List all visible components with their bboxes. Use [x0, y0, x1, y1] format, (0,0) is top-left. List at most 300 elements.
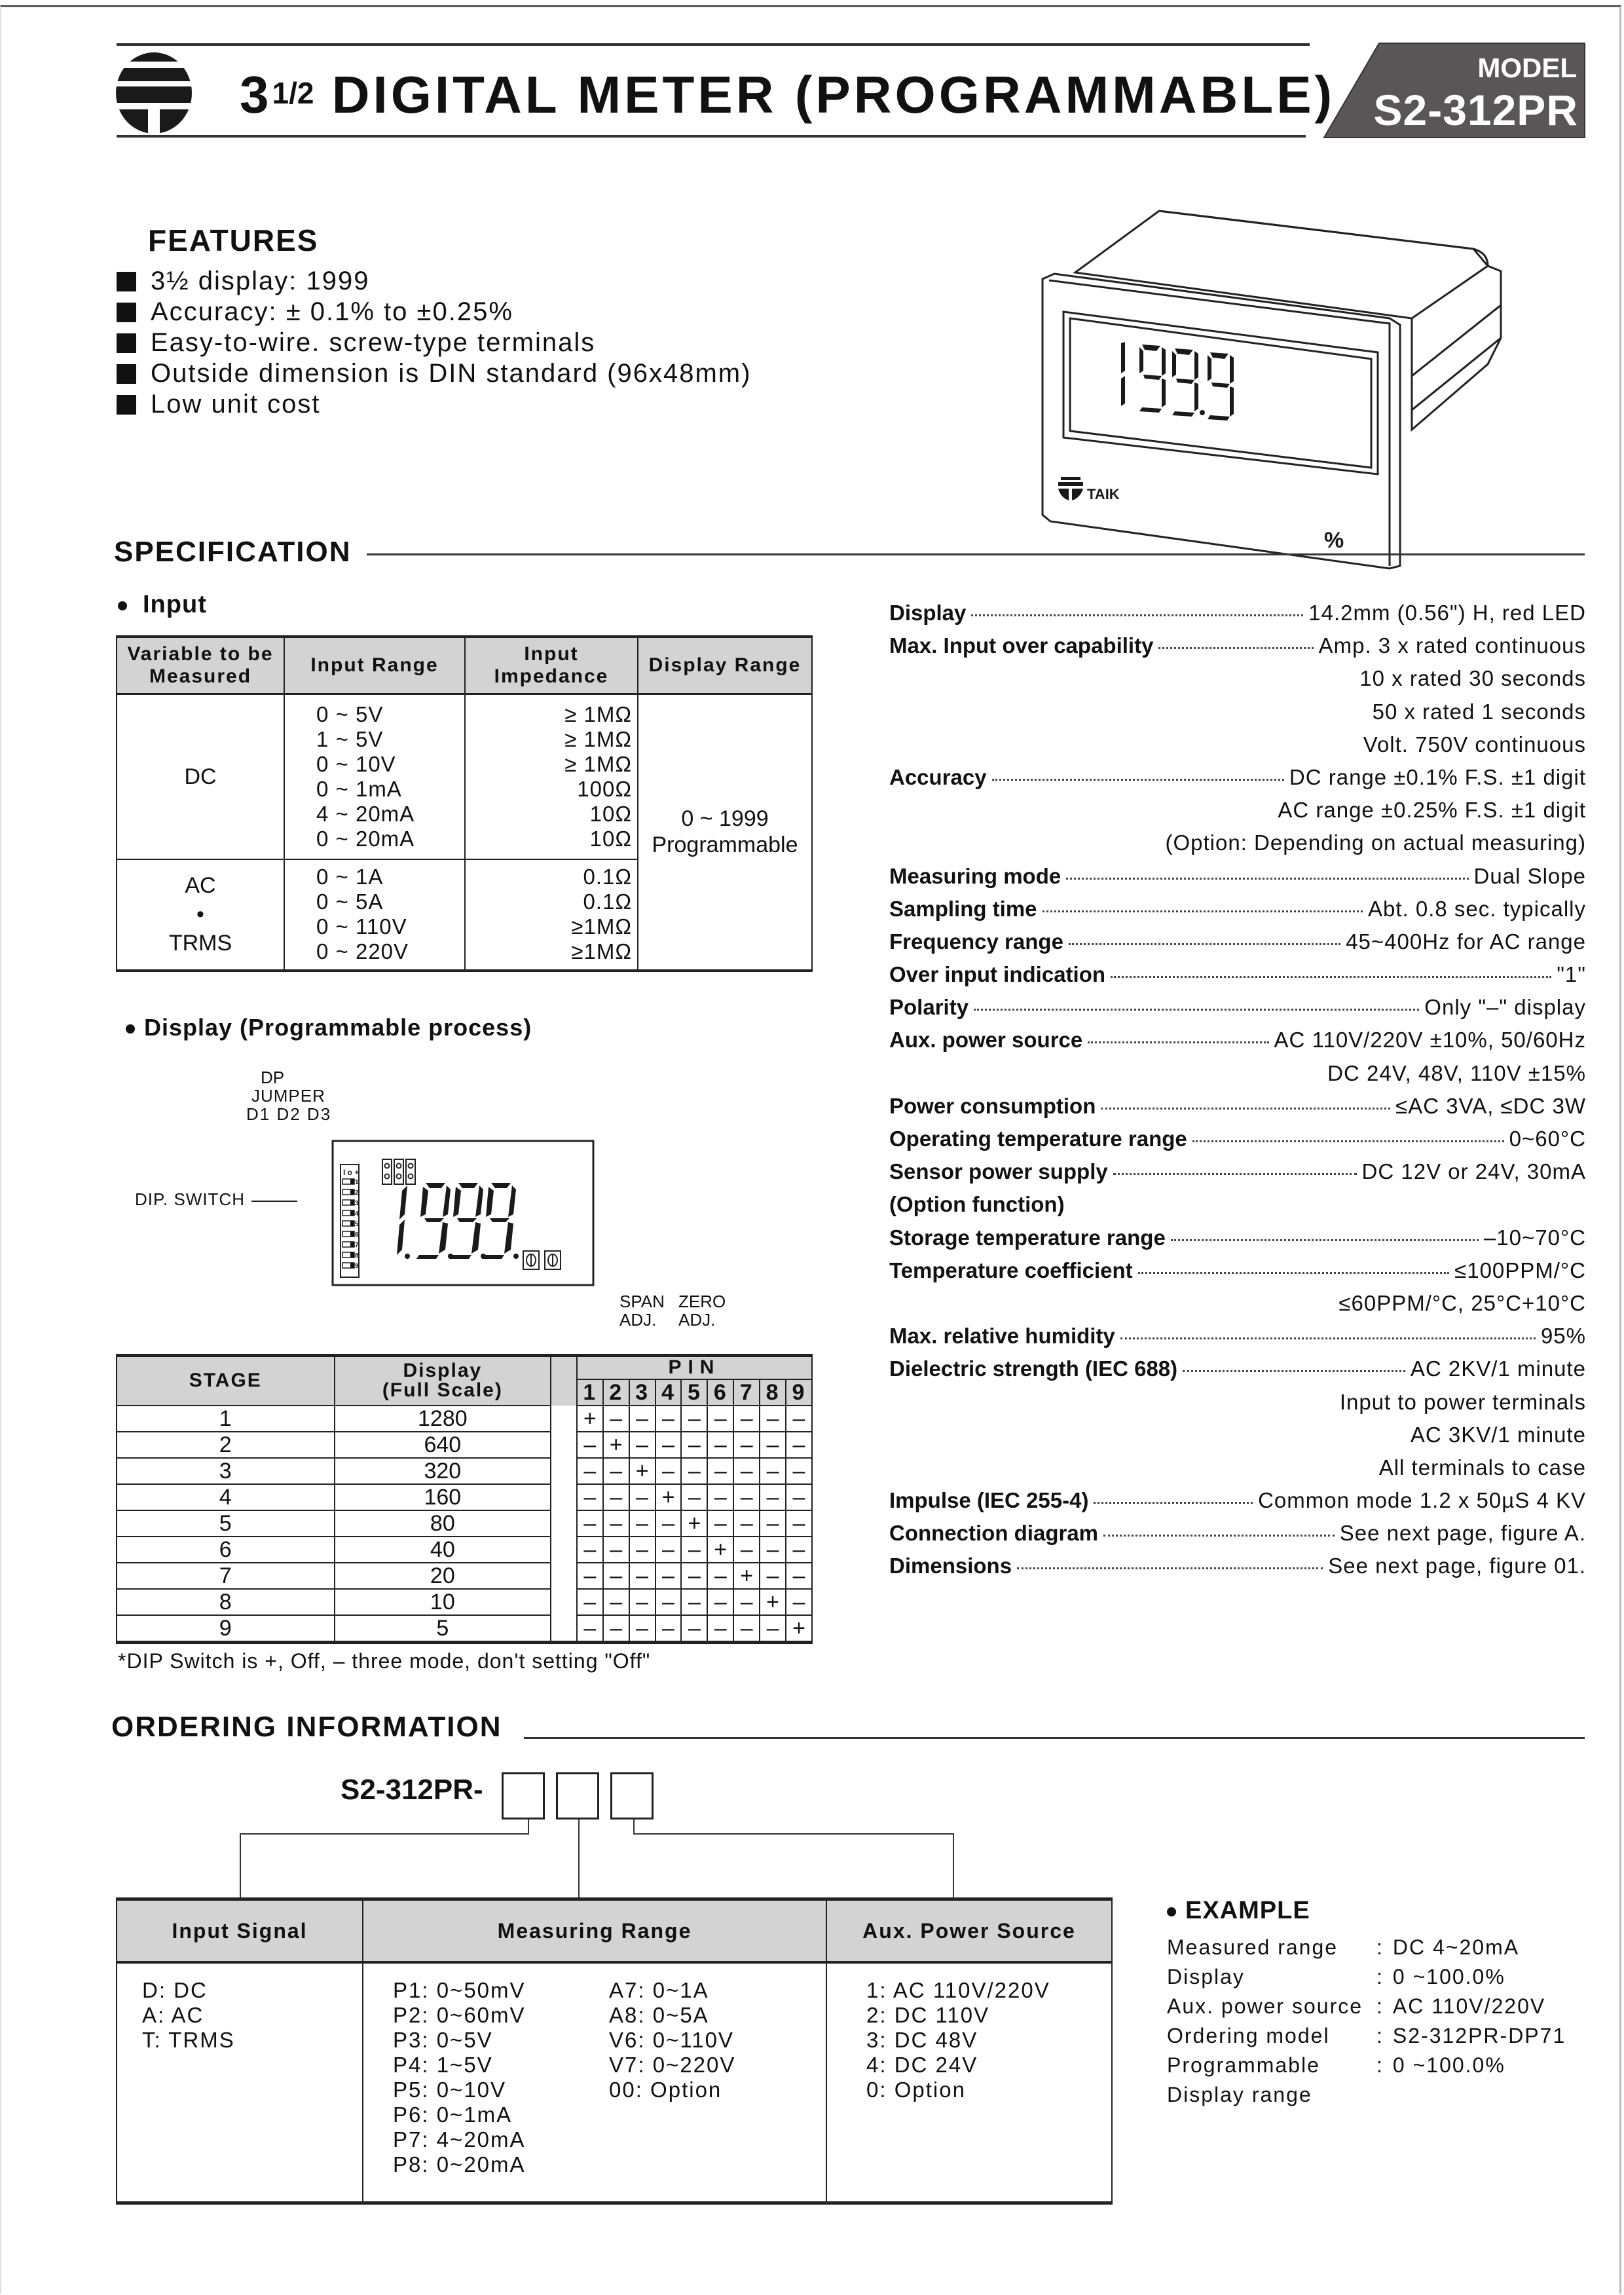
pin-state-cell: – [786, 1406, 812, 1432]
svg-text:4: 4 [355, 1210, 359, 1218]
dot-leader [1088, 1041, 1268, 1043]
dip-switch-label: DIP. SWITCH [135, 1189, 245, 1209]
pin-state-cell: – [786, 1484, 812, 1510]
stage-row [117, 1510, 812, 1537]
header-top-rule [117, 43, 1310, 46]
features-list [117, 266, 751, 420]
pin-state-cell: + [655, 1484, 682, 1510]
dot-leader [1113, 1173, 1357, 1175]
impedance-value: 0.1Ω [583, 865, 632, 889]
spec-row [889, 1451, 1586, 1484]
dot-leader [1111, 976, 1551, 978]
table-row [117, 694, 812, 859]
pin-state-cell: – [707, 1406, 733, 1432]
dot-leader [992, 779, 1284, 781]
connector-line [240, 1833, 241, 1899]
title-main: DIGITAL METER (PROGRAMMABLE) [331, 65, 1336, 124]
col-display-full-scale [335, 1356, 551, 1406]
pin-state-cell: – [629, 1510, 655, 1537]
input-range-cell [284, 694, 465, 859]
pin-state-cell: – [577, 1510, 603, 1537]
connector-line [240, 1833, 529, 1835]
col-display-range: Display Range [638, 637, 812, 694]
spec-value: 50 x rated 1 seconds [1372, 699, 1586, 724]
spec-row [889, 794, 1586, 827]
dot-leader [1094, 1502, 1253, 1504]
spec-key: Frequency range [889, 929, 1063, 954]
pin-state-cell: – [681, 1406, 707, 1432]
spec-value: "1" [1557, 962, 1586, 987]
pin-state-cell: – [655, 1458, 682, 1484]
display-cell: 320 [335, 1458, 551, 1484]
pin-state-cell: – [681, 1615, 707, 1643]
feature-text: Accuracy: ± 0.1% to ±0.25% [151, 297, 513, 326]
pin-header: 2 [603, 1379, 629, 1406]
pin-state-cell: + [786, 1615, 812, 1643]
pin-header: 1 [577, 1379, 603, 1406]
spec-key: Aux. power source [889, 1028, 1083, 1053]
spec-row [889, 1320, 1586, 1353]
example-row [1167, 1962, 1566, 1992]
colon: : [1376, 2024, 1384, 2047]
dip-stage-table [116, 1354, 813, 1644]
display-process-heading-text: Display (Programmable process) [144, 1014, 532, 1041]
dot-leader [1103, 1535, 1335, 1537]
example-heading [1167, 1897, 1566, 1925]
zero-adj-label: ADJ. [678, 1310, 716, 1330]
spec-key: Dimensions [889, 1554, 1012, 1578]
seven-segment-digits [397, 1183, 519, 1259]
pin-state-cell: – [577, 1537, 603, 1563]
pin-state-cell: + [760, 1589, 786, 1615]
display-cell: 1280 [335, 1406, 551, 1432]
spec-row [889, 728, 1586, 761]
range-value: 0 ~ 5A [316, 889, 384, 914]
pin-state-cell: – [577, 1615, 603, 1643]
pin-state-cell: – [603, 1484, 629, 1510]
spec-row [889, 1517, 1586, 1550]
stage-row [117, 1458, 812, 1484]
spec-key: (Option function) [889, 1192, 1065, 1217]
spec-row [889, 893, 1586, 925]
pin-state-cell: + [629, 1458, 655, 1484]
spec-value: AC 110V/220V ±10%, 50/60Hz [1274, 1028, 1586, 1053]
pin-state-cell: – [733, 1615, 760, 1643]
spec-row [889, 1254, 1586, 1287]
display-cell: 20 [335, 1563, 551, 1589]
svg-text:%: % [1324, 528, 1344, 553]
feature-text: Outside dimension is DIN standard (96x48mm) [151, 359, 752, 388]
input-signal-cell [117, 1962, 363, 2203]
pin-state-cell: – [603, 1563, 629, 1589]
example-value: S2-312PR-DP71 [1392, 2024, 1566, 2047]
example-label: Measured range [1167, 1935, 1338, 1959]
dot-leader [1171, 1239, 1479, 1241]
pin-state-cell: – [629, 1537, 655, 1563]
svg-text:1: 1 [355, 1179, 359, 1186]
spec-key: Max. relative humidity [889, 1324, 1115, 1349]
stage-row [117, 1484, 812, 1510]
col-display-line1: Display [403, 1360, 483, 1382]
example-value: 0 ~100.0% [1392, 2053, 1505, 2077]
stage-table-body [117, 1406, 812, 1643]
spec-key: Connection diagram [889, 1521, 1099, 1546]
spec-value: Dual Slope [1473, 863, 1586, 888]
example-rows [1167, 1933, 1566, 2110]
option-item: 2: DC 110V [866, 2003, 990, 2027]
pin-state-cell: – [733, 1432, 760, 1458]
range-value: 0 ~ 220V [316, 939, 409, 963]
gap-cell [551, 1458, 577, 1484]
spec-row [889, 1024, 1586, 1056]
spec-key: Sampling time [889, 896, 1037, 921]
pin-header: 4 [655, 1379, 682, 1406]
svg-text:2: 2 [355, 1189, 359, 1197]
spec-key: Over input indication [889, 962, 1106, 987]
pin-state-cell: – [603, 1615, 629, 1643]
example-heading-text: EXAMPLE [1185, 1897, 1310, 1924]
pin-state-cell: + [707, 1537, 733, 1563]
option-item: 00: Option [609, 2078, 722, 2102]
input-heading [118, 591, 207, 619]
option-item: V6: 0~110V [609, 2028, 734, 2052]
spec-row [889, 1419, 1586, 1451]
impedance-value: ≥ 1MΩ [564, 726, 632, 751]
col-measuring-range: Measuring Range [363, 1899, 826, 1963]
spec-key: Storage temperature range [889, 1225, 1166, 1250]
gap-cell [551, 1563, 577, 1589]
pin-state-cell: – [760, 1537, 786, 1563]
pin-state-cell: – [707, 1458, 733, 1484]
pin-state-cell: – [681, 1458, 707, 1484]
option-item: P3: 0~5V [393, 2028, 493, 2052]
impedance-value: ≥ 1MΩ [564, 701, 632, 726]
svg-text:5: 5 [355, 1221, 359, 1228]
range-value: 0 ~ 20mA [316, 826, 415, 851]
specification-rule [367, 553, 1585, 555]
pin-state-cell: – [629, 1432, 655, 1458]
bullet-icon [1167, 1907, 1176, 1916]
stage-row [117, 1406, 812, 1432]
pin-state-cell: – [681, 1484, 707, 1510]
gap-cell [551, 1406, 577, 1432]
pin-state-cell: – [733, 1458, 760, 1484]
pin-state-cell: – [707, 1615, 733, 1643]
aux-power-cell [826, 1962, 1112, 2203]
option-item: 1: AC 110V/220V [866, 1978, 1050, 2002]
span-label: SPAN [619, 1292, 665, 1311]
col-display-line2: (Full Scale) [382, 1379, 503, 1402]
specification-heading: SPECIFICATION [114, 536, 357, 569]
spec-key: Power consumption [889, 1093, 1096, 1118]
pin-state-cell: – [603, 1458, 629, 1484]
spec-key: Polarity [889, 995, 969, 1020]
feature-item [117, 389, 751, 420]
option-item: A8: 0~5A [609, 2003, 709, 2027]
example-label: Display range [1167, 2083, 1312, 2106]
display-diagram [111, 1068, 740, 1336]
example-row [1167, 2021, 1566, 2051]
model-badge [1324, 43, 1585, 138]
pin-state-cell: – [681, 1432, 707, 1458]
square-bullet-icon [117, 303, 136, 322]
pin-state-cell: – [681, 1537, 707, 1563]
svg-text:9: 9 [355, 1263, 359, 1270]
spec-value: Volt. 750V continuous [1363, 732, 1586, 756]
dip-switch-icons [342, 1179, 359, 1270]
feature-text: Low unit cost [151, 390, 321, 419]
pin-header: 9 [786, 1379, 812, 1406]
spec-row [889, 696, 1586, 728]
dot-leader [1158, 647, 1313, 649]
measuring-range-col-2 [609, 1978, 825, 2102]
jumper-ids: D1 D2 D3 [246, 1104, 332, 1124]
order-slot-power [610, 1772, 654, 1819]
dp-jumper-icons [382, 1159, 415, 1184]
option-item: A: AC [142, 2003, 204, 2027]
spec-value: AC 3KV/1 minute [1410, 1422, 1586, 1447]
spec-row [889, 1188, 1586, 1221]
example-label: Aux. power source [1167, 1994, 1363, 2018]
order-slot-input [502, 1772, 545, 1819]
spec-value: DC 12V or 24V, 30mA [1361, 1159, 1586, 1184]
spec-value: Input to power terminals [1339, 1389, 1586, 1414]
example-value: DC 4~20mA [1392, 1935, 1520, 1959]
stage-cell: 8 [117, 1589, 335, 1615]
pin-state-cell: – [760, 1510, 786, 1537]
spec-row [889, 1155, 1586, 1188]
spec-key: Temperature coefficient [889, 1258, 1133, 1282]
stage-row [117, 1563, 812, 1589]
colon: : [1376, 1994, 1384, 2018]
impedance-value: 10Ω [589, 826, 632, 851]
example-row [1167, 1933, 1566, 1962]
pin-state-cell: – [733, 1589, 760, 1615]
square-bullet-icon [117, 272, 136, 291]
measuring-range-col-1 [393, 1978, 609, 2176]
display-cell: 40 [335, 1537, 551, 1563]
variable-line: • [196, 902, 204, 927]
pin-header: 3 [629, 1379, 655, 1406]
bullet-icon [118, 601, 127, 610]
pin-state-cell: + [577, 1406, 603, 1432]
pin-state-cell: – [707, 1432, 733, 1458]
dot-leader [1066, 878, 1468, 880]
example-row [1167, 1992, 1566, 2021]
svg-text:8: 8 [355, 1252, 359, 1259]
impedance-value: ≥ 1MΩ [564, 751, 632, 776]
svg-text:3: 3 [355, 1200, 359, 1207]
range-value: 4 ~ 20mA [316, 801, 415, 826]
pin-state-cell: – [603, 1406, 629, 1432]
variable-line: AC [185, 873, 216, 898]
header-bottom-rule [117, 135, 1306, 138]
stage-cell: 7 [117, 1563, 335, 1589]
connector-line [633, 1819, 635, 1834]
col-pin-group: PIN [577, 1356, 812, 1379]
feature-text: 3½ display: 1999 [151, 267, 370, 295]
col-stage: STAGE [117, 1356, 335, 1406]
pin-state-cell: – [655, 1406, 682, 1432]
stage-cell: 1 [117, 1406, 335, 1432]
stage-row [117, 1537, 812, 1563]
input-table [116, 635, 813, 972]
stage-cell: 2 [117, 1432, 335, 1458]
spec-value: –10~70°C [1483, 1225, 1586, 1250]
connector-line [578, 1819, 580, 1898]
pin-state-cell: + [733, 1563, 760, 1589]
connector-line [633, 1833, 954, 1835]
ordering-rule [524, 1737, 1585, 1739]
spec-value: Amp. 3 x rated continuous [1318, 633, 1586, 658]
option-item: 0: Option [866, 2078, 966, 2102]
bullet-icon [126, 1024, 135, 1034]
option-item: T: TRMS [142, 2028, 235, 2052]
impedance-cell [465, 859, 638, 971]
feature-item [117, 266, 751, 297]
square-bullet-icon [117, 395, 136, 415]
dot-leader [1017, 1567, 1323, 1569]
pin-state-cell: – [655, 1615, 682, 1643]
dot-leader [1120, 1337, 1536, 1339]
option-item: P7: 4~20mA [393, 2127, 526, 2152]
order-code-prefix: S2-312PR- [341, 1774, 483, 1806]
spec-key: Operating temperature range [889, 1127, 1187, 1151]
stage-row [117, 1589, 812, 1615]
pin-state-cell: + [603, 1432, 629, 1458]
pin-state-cell: – [629, 1563, 655, 1589]
spec-value: ≤100PPM/°C [1454, 1258, 1586, 1282]
spec-row [889, 662, 1586, 695]
display-cell: 80 [335, 1510, 551, 1537]
pin-state-cell: – [786, 1563, 812, 1589]
range-value: 0 ~ 10V [316, 751, 396, 776]
option-item: A7: 0~1A [609, 1978, 709, 2002]
pin-state-cell: – [655, 1563, 682, 1589]
svg-text:6: 6 [355, 1231, 359, 1239]
table-row [117, 1962, 1112, 2203]
pin-state-cell: – [603, 1510, 629, 1537]
example-row [1167, 2051, 1566, 2080]
spec-key: Max. Input over capability [889, 633, 1154, 658]
brand-text: TAIK [1087, 486, 1120, 502]
example-label: Ordering model [1167, 2024, 1330, 2047]
display-range-value: 0 ~ 1999 [681, 806, 769, 832]
pin-header: 6 [707, 1379, 733, 1406]
stage-cell: 4 [117, 1484, 335, 1510]
pin-state-cell: – [629, 1484, 655, 1510]
spec-row [889, 1484, 1586, 1517]
colon: : [1376, 1935, 1384, 1959]
spec-row [889, 1287, 1586, 1320]
pin-header: 5 [681, 1379, 707, 1406]
pin-state-cell: – [629, 1589, 655, 1615]
ordering-heading: ORDERING INFORMATION [111, 1711, 507, 1744]
input-range-cell [284, 859, 465, 971]
connector-line [953, 1833, 954, 1899]
spec-value: Only "–" display [1424, 995, 1586, 1020]
input-heading-text: Input [143, 591, 207, 618]
spec-row [889, 1057, 1586, 1090]
spec-row [889, 1386, 1586, 1419]
spec-row [889, 1353, 1586, 1385]
spec-value: Common mode 1.2 x 50µS 4 KV [1258, 1488, 1586, 1513]
spec-value: DC range ±0.1% F.S. ±1 digit [1289, 764, 1586, 789]
spec-key: Display [889, 601, 967, 625]
stage-cell: 9 [117, 1615, 335, 1643]
option-item: V7: 0~220V [609, 2053, 736, 2077]
pin-state-cell: – [707, 1484, 733, 1510]
pin-state-cell: – [655, 1510, 682, 1537]
spec-value: 0~60°C [1509, 1127, 1586, 1151]
pin-state-cell: – [733, 1484, 760, 1510]
svg-text:I o +: I o + [343, 1168, 360, 1177]
dot-leader [1101, 1108, 1390, 1110]
meter-illustration [1036, 207, 1501, 553]
pin-state-cell: – [577, 1458, 603, 1484]
ordering-table [116, 1897, 1113, 2205]
feature-text: Easy-to-wire. screw-type terminals [151, 328, 596, 357]
jumper-label: JUMPER [251, 1086, 325, 1106]
features-heading: FEATURES [148, 223, 319, 257]
pin-state-cell: – [760, 1484, 786, 1510]
spec-row [889, 827, 1586, 859]
pin-state-cell: – [629, 1615, 655, 1643]
pin-state-cell: – [577, 1589, 603, 1615]
pin-state-cell: – [707, 1563, 733, 1589]
svg-text:7: 7 [355, 1242, 359, 1249]
pin-state-cell: – [681, 1589, 707, 1615]
col-input-impedance: Input Impedance [465, 637, 638, 694]
display-cell: 10 [335, 1589, 551, 1615]
measuring-range-cell [363, 1962, 826, 2203]
spec-key: Impulse (IEC 255-4) [889, 1488, 1089, 1513]
spec-row [889, 629, 1586, 662]
span-adj-label: ADJ. [619, 1310, 657, 1330]
spec-value: AC range ±0.25% F.S. ±1 digit [1278, 798, 1586, 823]
spec-key: Dielectric strength (IEC 688) [889, 1356, 1178, 1381]
pin-state-cell: – [707, 1510, 733, 1537]
gap-cell [551, 1589, 577, 1615]
example-value: 0 ~100.0% [1392, 1965, 1505, 1988]
impedance-value: ≥1MΩ [571, 939, 632, 963]
option-item: P4: 1~5V [393, 2053, 493, 2077]
spec-row [889, 597, 1586, 629]
variable-ac-trms [117, 859, 284, 971]
range-value: 0 ~ 110V [316, 914, 407, 939]
pin-state-cell: – [786, 1537, 812, 1563]
dot-leader [1192, 1140, 1504, 1142]
feature-item [117, 297, 751, 327]
pin-state-cell: – [577, 1484, 603, 1510]
range-value: 0 ~ 1A [316, 865, 384, 889]
stage-cell: 3 [117, 1458, 335, 1484]
pin-state-cell: – [603, 1589, 629, 1615]
title-fraction: 1/2 [272, 76, 314, 110]
dot-leader [1183, 1370, 1405, 1372]
spec-value: AC 2KV/1 minute [1410, 1356, 1586, 1381]
page-title [240, 60, 1335, 128]
spec-value: All terminals to case [1378, 1455, 1586, 1480]
pin-state-cell: – [760, 1615, 786, 1643]
spec-value: Abt. 0.8 sec. typically [1368, 896, 1586, 921]
stage-cell: 5 [117, 1510, 335, 1537]
option-item: P2: 0~60mV [393, 2003, 526, 2027]
adjust-pot-icons [523, 1251, 561, 1269]
option-item: P6: 0~1mA [393, 2102, 513, 2127]
pin-state-cell: – [786, 1458, 812, 1484]
dot-leader [974, 1009, 1419, 1011]
